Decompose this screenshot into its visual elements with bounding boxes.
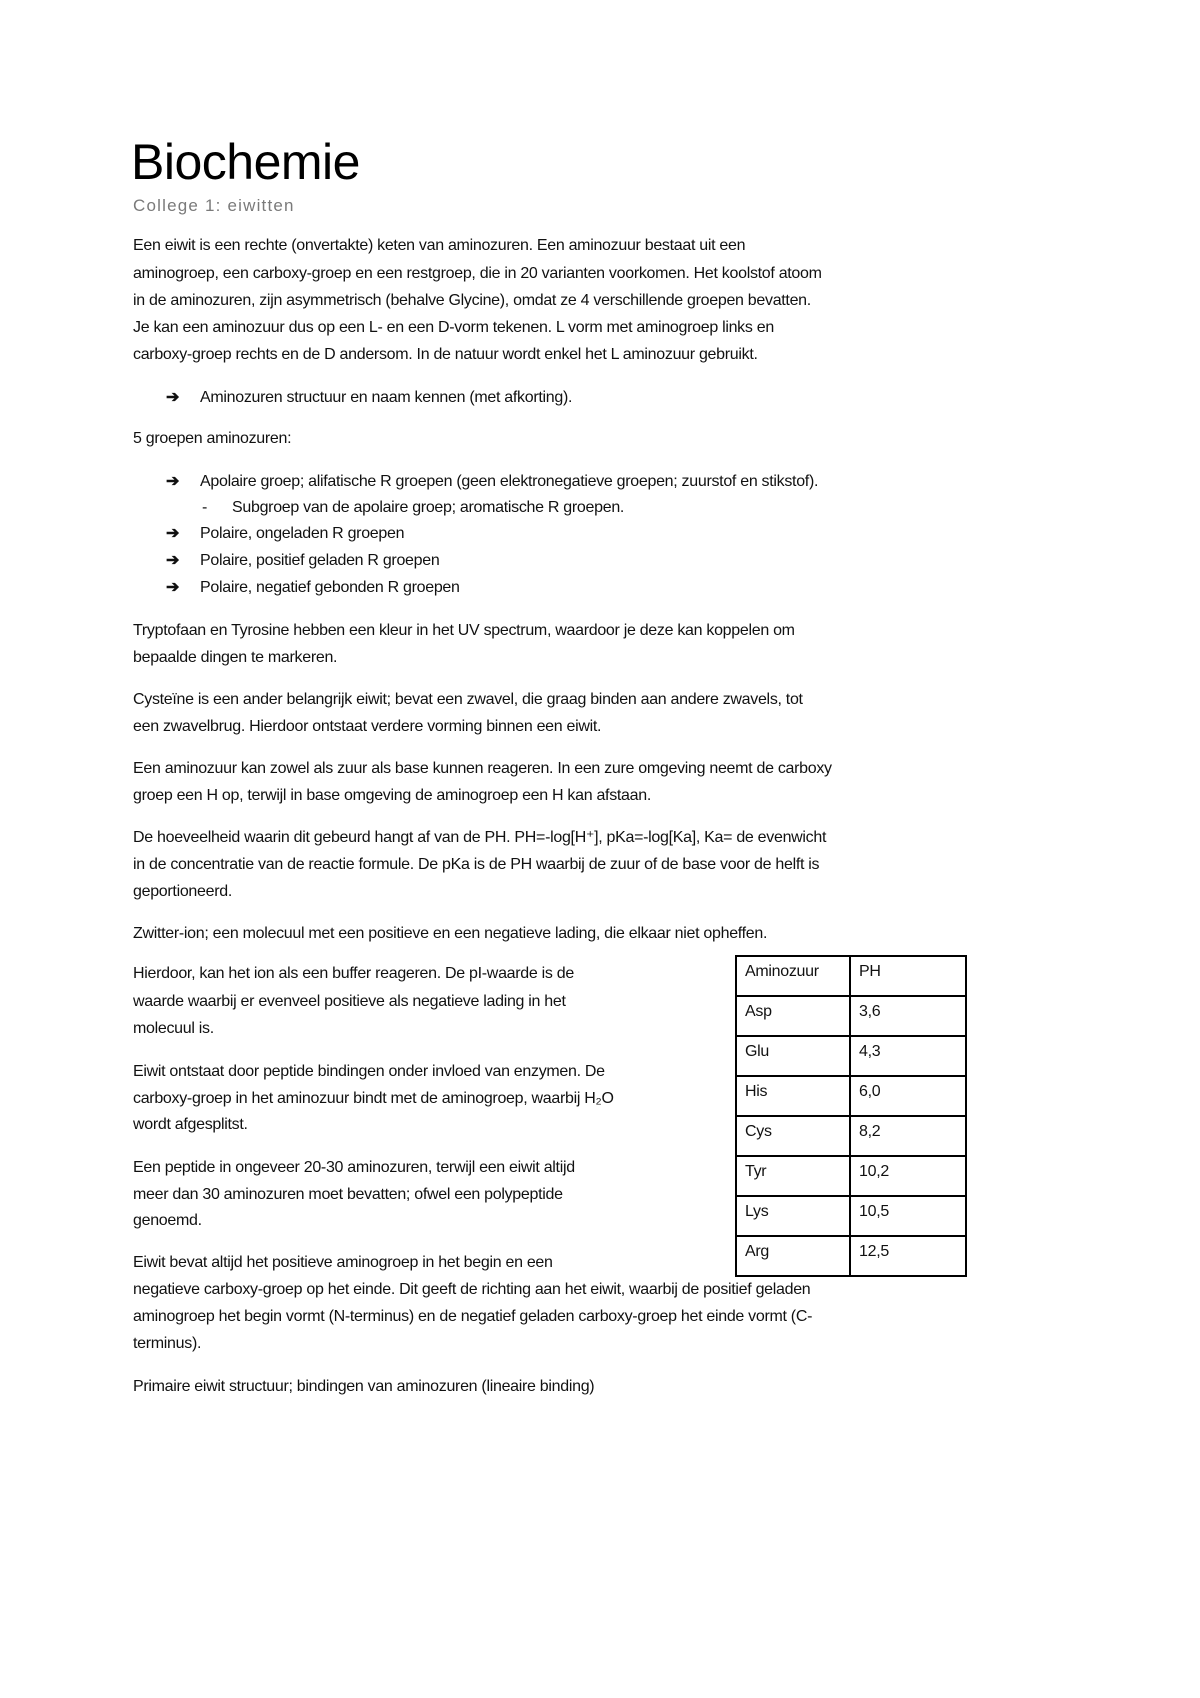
paragraph-line: aminogroep het begin vormt (N-terminus) en de negatief geladen carboxy-groep het einde vormt (C- (133, 1308, 813, 1325)
paragraph-line: Een peptide in ongeveer 20-30 aminozuren, terwijl een eiwit altijd (133, 1159, 575, 1176)
dash-bullet-icon: - (202, 499, 208, 516)
arrow-right-icon: ➔ (166, 579, 180, 596)
table-row (736, 996, 966, 1036)
intro-paragraph-line: aminogroep, een carboxy-groep en een restgroep, die in 20 varianten voorkomen. Het koolstof atoom (133, 265, 822, 282)
table-row (736, 1236, 966, 1276)
amino-acid-cell: His (736, 1076, 850, 1116)
ph-cell: 10,2 (850, 1156, 966, 1196)
paragraph-line: De hoeveelheid waarin dit gebeurd hangt af van de PH. PH=-log[H⁺], pKa=-log[Ka], Ka= de evenwicht (133, 829, 827, 846)
arrow-right-icon: ➔ (166, 473, 180, 490)
table-header-row (736, 956, 966, 996)
group-item: Polaire, negatief gebonden R groepen (200, 579, 460, 596)
paragraph-line: terminus). (133, 1335, 202, 1352)
paragraph-line: Zwitter-ion; een molecuul met een positieve en een negatieve lading, die elkaar niet opheffen. (133, 925, 768, 942)
paragraph-line: meer dan 30 aminozuren moet bevatten; ofwel een polypeptide (133, 1186, 563, 1203)
ph-cell: 6,0 (850, 1076, 966, 1116)
paragraph-line: Een aminozuur kan zowel als zuur als base kunnen reageren. In een zure omgeving neemt de carboxy (133, 760, 832, 777)
groups-heading: 5 groepen aminozuren: (133, 430, 292, 447)
paragraph-line: Tryptofaan en Tyrosine hebben een kleur in het UV spectrum, waardoor je deze kan koppelen om (133, 622, 795, 639)
group-item: Polaire, ongeladen R groepen (200, 525, 405, 542)
subgroup-item: Subgroep van de apolaire groep; aromatische R groepen. (232, 499, 625, 516)
paragraph-line: wordt afgesplitst. (133, 1116, 248, 1133)
table-row (736, 1036, 966, 1076)
paragraph-line: in de concentratie van de reactie formule. De pKa is de PH waarbij de zuur of de base voor de helft is (133, 856, 820, 873)
intro-paragraph-line: carboxy-groep rechts en de D andersom. In de natuur wordt enkel het L aminozuur gebruikt. (133, 346, 758, 363)
intro-paragraph-line: Een eiwit is een rechte (onvertakte) keten van aminozuren. Een aminozuur bestaat uit een (133, 237, 746, 254)
document-subtitle: College 1: eiwitten (133, 196, 295, 215)
arrow-right-icon: ➔ (166, 552, 180, 569)
ph-cell: 4,3 (850, 1036, 966, 1076)
amino-acid-cell: Arg (736, 1236, 850, 1276)
ph-cell: 12,5 (850, 1236, 966, 1276)
group-item: Polaire, positief geladen R groepen (200, 552, 440, 569)
table-row (736, 1076, 966, 1116)
paragraph-line: Cysteïne is een ander belangrijk eiwit; bevat een zwavel, die graag binden aan andere zwavels, tot (133, 691, 803, 708)
paragraph-line: Hierdoor, kan het ion als een buffer reageren. De pI-waarde is de (133, 965, 574, 982)
paragraph-line: groep een H op, terwijl in base omgeving de aminogroep een H kan afstaan. (133, 787, 651, 804)
arrow-note: Aminozuren structuur en naam kennen (met afkorting). (200, 389, 573, 406)
paragraph-line: Primaire eiwit structuur; bindingen van aminozuren (lineaire binding) (133, 1378, 595, 1395)
paragraph-line: bepaalde dingen te markeren. (133, 649, 338, 666)
paragraph-line: Eiwit bevat altijd het positieve aminogroep in het begin en een (133, 1254, 553, 1271)
table-row (736, 1156, 966, 1196)
group-item: Apolaire groep; alifatische R groepen (geen elektronegatieve groepen; zuurstof en stikstof). (200, 473, 819, 490)
intro-paragraph-line: in de aminozuren, zijn asymmetrisch (behalve Glycine), omdat ze 4 verschillende groepen bevatten. (133, 292, 811, 309)
paragraph-line: waarde waarbij er evenveel positieve als negatieve lading in het (133, 993, 566, 1010)
table-row (736, 1196, 966, 1236)
arrow-right-icon: ➔ (166, 525, 180, 542)
document-title: Biochemie (131, 134, 360, 190)
ph-cell: 3,6 (850, 996, 966, 1036)
arrow-right-icon: ➔ (166, 389, 180, 406)
amino-acid-cell: Lys (736, 1196, 850, 1236)
table-header-cell: Aminozuur (736, 956, 850, 996)
paragraph-line: carboxy-groep in het aminozuur bindt met de aminogroep, waarbij H₂O (133, 1090, 614, 1107)
paragraph-line: genoemd. (133, 1212, 202, 1229)
table-header-cell: PH (850, 956, 966, 996)
table-row (736, 1116, 966, 1156)
amino-acid-cell: Asp (736, 996, 850, 1036)
paragraph-line: negatieve carboxy-groep op het einde. Dit geeft de richting aan het eiwit, waarbij de positief geladen (133, 1281, 811, 1298)
ph-cell: 10,5 (850, 1196, 966, 1236)
amino-acid-cell: Glu (736, 1036, 850, 1076)
intro-paragraph-line: Je kan een aminozuur dus op een L- en een D-vorm tekenen. L vorm met aminogroep links en (133, 319, 774, 336)
paragraph-line: geportioneerd. (133, 883, 232, 900)
amino-acid-cell: Tyr (736, 1156, 850, 1196)
pi-table (735, 955, 967, 1277)
ph-cell: 8,2 (850, 1116, 966, 1156)
amino-acid-cell: Cys (736, 1116, 850, 1156)
paragraph-line: Eiwit ontstaat door peptide bindingen onder invloed van enzymen. De (133, 1063, 605, 1080)
paragraph-line: molecuul is. (133, 1020, 214, 1037)
paragraph-line: een zwavelbrug. Hierdoor ontstaat verdere vorming binnen een eiwit. (133, 718, 602, 735)
